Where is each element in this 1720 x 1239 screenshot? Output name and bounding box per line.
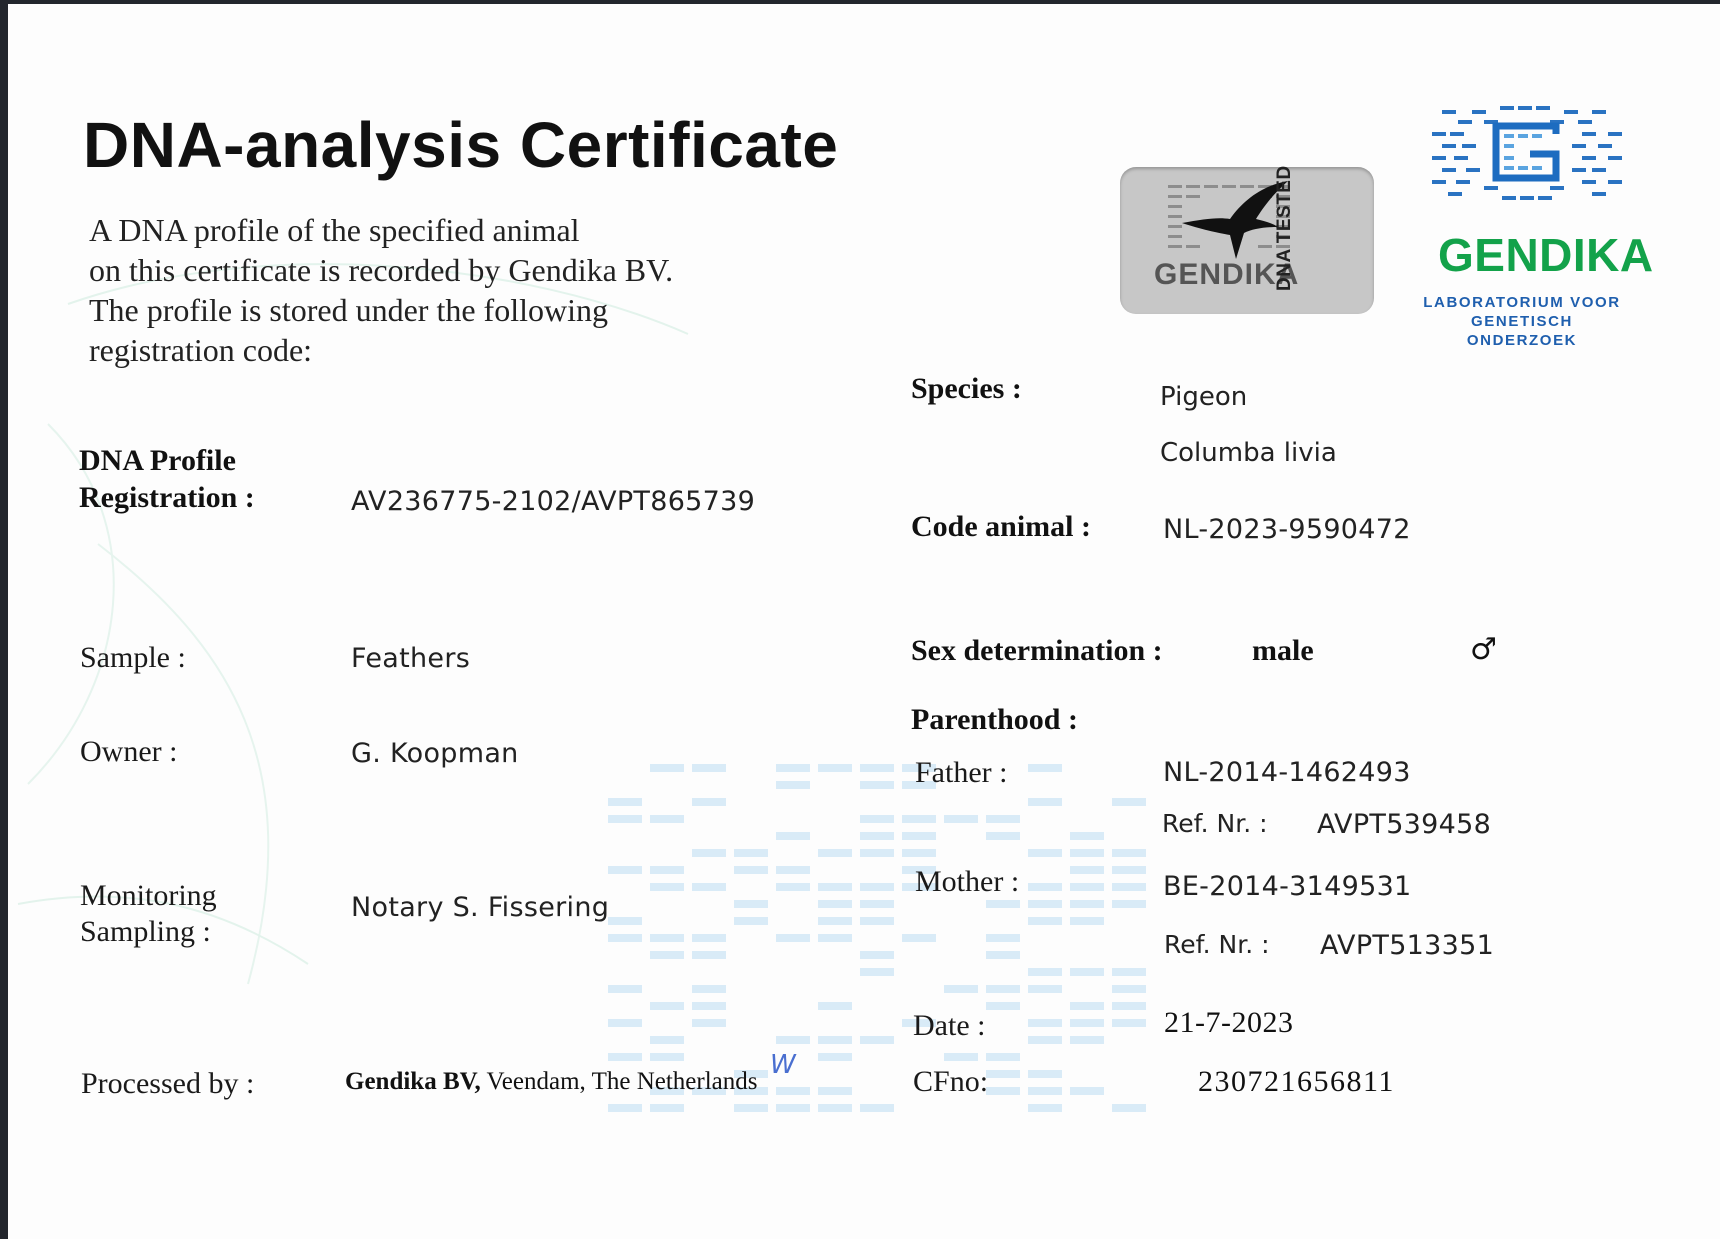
background-dash bbox=[1028, 1070, 1062, 1078]
background-dash bbox=[776, 883, 810, 891]
father-ref-value: AVPT539458 bbox=[1317, 809, 1492, 840]
background-dash bbox=[860, 1036, 894, 1044]
background-dash bbox=[860, 764, 894, 772]
background-dash bbox=[1112, 798, 1146, 806]
background-dash bbox=[860, 815, 894, 823]
logo-subtitle bbox=[1422, 293, 1622, 350]
background-dash bbox=[1070, 1087, 1104, 1095]
background-dash bbox=[692, 798, 726, 806]
background-dash bbox=[1070, 1019, 1104, 1027]
background-dash bbox=[818, 1002, 852, 1010]
background-dash bbox=[1028, 985, 1062, 993]
sex-determination-label: Sex determination : bbox=[911, 634, 1163, 667]
registration-value: AV236775-2102/AVPT865739 bbox=[351, 486, 756, 517]
code-animal-value: NL-2023-9590472 bbox=[1163, 514, 1411, 545]
background-dash bbox=[608, 917, 642, 925]
registration-label-line1: DNA Profile bbox=[79, 444, 236, 477]
background-dash bbox=[818, 849, 852, 857]
background-dash bbox=[860, 781, 894, 789]
background-dash bbox=[692, 764, 726, 772]
seal-tag: DNA TESTED bbox=[1274, 165, 1296, 291]
certificate-sheet bbox=[8, 4, 1720, 1239]
background-dash bbox=[692, 1019, 726, 1027]
background-dash bbox=[608, 866, 642, 874]
background-dash bbox=[902, 815, 936, 823]
background-dash bbox=[608, 985, 642, 993]
monitoring-value: Notary S. Fissering bbox=[351, 892, 610, 923]
background-dash bbox=[818, 764, 852, 772]
background-dash bbox=[1028, 798, 1062, 806]
background-dash bbox=[986, 900, 1020, 908]
background-dash bbox=[650, 951, 684, 959]
background-dash bbox=[1112, 968, 1146, 976]
background-dash bbox=[1028, 1019, 1062, 1027]
background-dash bbox=[860, 968, 894, 976]
background-dash bbox=[1070, 832, 1104, 840]
background-dash bbox=[902, 832, 936, 840]
background-dash bbox=[650, 934, 684, 942]
background-dash bbox=[1028, 1087, 1062, 1095]
background-dash bbox=[1028, 900, 1062, 908]
mother-label: Mother : bbox=[915, 865, 1020, 898]
background-dash bbox=[650, 866, 684, 874]
owner-label: Owner : bbox=[80, 735, 178, 768]
background-dash bbox=[650, 764, 684, 772]
background-dash bbox=[860, 917, 894, 925]
background-dash bbox=[986, 815, 1020, 823]
cfno-label: CFno: bbox=[913, 1065, 989, 1098]
background-dash bbox=[818, 934, 852, 942]
parenthood-label: Parenthood : bbox=[911, 703, 1078, 736]
background-dash bbox=[986, 951, 1020, 959]
background-dash bbox=[776, 781, 810, 789]
background-dash bbox=[1112, 900, 1146, 908]
monitoring-label-line1: Monitoring bbox=[80, 879, 217, 912]
background-dash bbox=[1028, 1104, 1062, 1112]
background-dash bbox=[734, 1104, 768, 1112]
sample-value: Feathers bbox=[351, 643, 471, 674]
background-dash bbox=[860, 849, 894, 857]
sample-label: Sample : bbox=[80, 641, 186, 674]
background-dash bbox=[650, 815, 684, 823]
logo-subtitle-line: LABORATORIUM VOOR bbox=[1423, 294, 1621, 311]
background-dash bbox=[1070, 917, 1104, 925]
father-label: Father : bbox=[915, 756, 1008, 789]
background-dash bbox=[650, 1053, 684, 1061]
background-dash bbox=[734, 900, 768, 908]
background-dash bbox=[650, 1104, 684, 1112]
background-dash bbox=[986, 1087, 1020, 1095]
background-dash bbox=[1028, 968, 1062, 976]
male-symbol-icon: ♂ bbox=[1470, 632, 1497, 667]
background-dash bbox=[1070, 849, 1104, 857]
background-dash bbox=[608, 1053, 642, 1061]
background-dash bbox=[1070, 1036, 1104, 1044]
background-dash bbox=[818, 1087, 852, 1095]
background-dash bbox=[986, 1002, 1020, 1010]
background-dash bbox=[944, 815, 978, 823]
registration-label-line2: Registration : bbox=[79, 481, 255, 514]
background-dash bbox=[608, 1019, 642, 1027]
background-dash bbox=[776, 764, 810, 772]
background-dash bbox=[860, 1104, 894, 1112]
background-dash bbox=[692, 1002, 726, 1010]
background-dash bbox=[902, 934, 936, 942]
background-dash bbox=[860, 900, 894, 908]
intro-line: registration code: bbox=[89, 332, 313, 368]
background-dash bbox=[818, 1104, 852, 1112]
background-dash bbox=[692, 934, 726, 942]
background-dash bbox=[1028, 1036, 1062, 1044]
background-dash bbox=[608, 1104, 642, 1112]
background-dash bbox=[986, 832, 1020, 840]
background-dash bbox=[860, 832, 894, 840]
background-dash bbox=[776, 832, 810, 840]
background-dash bbox=[986, 985, 1020, 993]
intro-text bbox=[89, 210, 809, 370]
background-dash bbox=[734, 917, 768, 925]
processed-location: Veendam, The Netherlands bbox=[480, 1068, 758, 1095]
father-ref-label: Ref. Nr. : bbox=[1162, 809, 1268, 838]
background-dash bbox=[944, 985, 978, 993]
background-dash bbox=[1112, 1002, 1146, 1010]
initial-mark: W bbox=[770, 1050, 796, 1080]
date-value: 21-7-2023 bbox=[1164, 1006, 1294, 1039]
background-dash bbox=[776, 934, 810, 942]
cfno-value: 230721656811 bbox=[1198, 1065, 1395, 1098]
background-dash bbox=[1028, 917, 1062, 925]
background-dash bbox=[1070, 1002, 1104, 1010]
monitoring-label-line2: Sampling : bbox=[80, 915, 211, 948]
background-dash bbox=[1028, 883, 1062, 891]
background-dash bbox=[860, 951, 894, 959]
owner-value: G. Koopman bbox=[351, 738, 519, 769]
background-dash bbox=[1070, 883, 1104, 891]
father-value: NL-2014-1462493 bbox=[1163, 757, 1411, 788]
species-label: Species : bbox=[911, 372, 1022, 405]
background-dash bbox=[818, 1036, 852, 1044]
date-label: Date : bbox=[913, 1009, 986, 1042]
sex-value: male bbox=[1252, 634, 1314, 667]
background-dash bbox=[1112, 1104, 1146, 1112]
background-dash bbox=[1112, 883, 1146, 891]
background-dash bbox=[860, 883, 894, 891]
intro-line: A DNA profile of the specified animal bbox=[89, 212, 580, 248]
background-dash bbox=[944, 1053, 978, 1061]
background-dash bbox=[986, 1070, 1020, 1078]
background-dash bbox=[1112, 1019, 1146, 1027]
background-dash bbox=[986, 934, 1020, 942]
processed-value bbox=[345, 1068, 758, 1096]
intro-line: The profile is stored under the following bbox=[89, 292, 608, 328]
background-dash bbox=[1070, 968, 1104, 976]
background-dash bbox=[608, 815, 642, 823]
background-dash bbox=[818, 917, 852, 925]
background-dash bbox=[692, 849, 726, 857]
mother-value: BE-2014-3149531 bbox=[1163, 871, 1412, 902]
background-dash bbox=[692, 883, 726, 891]
background-dash bbox=[734, 866, 768, 874]
background-dash bbox=[1070, 900, 1104, 908]
background-dash bbox=[650, 1036, 684, 1044]
background-dash bbox=[692, 985, 726, 993]
mother-ref-value: AVPT513351 bbox=[1320, 930, 1495, 961]
background-dash bbox=[776, 866, 810, 874]
dna-tested-seal bbox=[1120, 167, 1374, 314]
background-dash bbox=[1112, 866, 1146, 874]
logo-brand: GENDIKA bbox=[1438, 229, 1654, 281]
background-dash bbox=[1028, 849, 1062, 857]
species-latin: Columba livia bbox=[1160, 438, 1337, 468]
page-title: DNA-analysis Certificate bbox=[83, 109, 839, 181]
background-dash bbox=[608, 934, 642, 942]
background-dash bbox=[776, 1087, 810, 1095]
dna-g-logo-icon bbox=[1432, 104, 1628, 220]
background-dash bbox=[650, 883, 684, 891]
background-dash bbox=[1112, 985, 1146, 993]
background-dash bbox=[902, 849, 936, 857]
processed-label: Processed by : bbox=[81, 1067, 255, 1100]
species-common: Pigeon bbox=[1160, 382, 1248, 412]
background-dash bbox=[818, 883, 852, 891]
processed-company: Gendika BV, bbox=[345, 1068, 481, 1095]
background-dash bbox=[1028, 764, 1062, 772]
code-animal-label: Code animal : bbox=[911, 510, 1091, 543]
background-dash bbox=[818, 1053, 852, 1061]
background-dash bbox=[734, 849, 768, 857]
mother-ref-label: Ref. Nr. : bbox=[1164, 930, 1270, 959]
background-dash bbox=[986, 1053, 1020, 1061]
background-dash bbox=[692, 951, 726, 959]
background-dash bbox=[776, 1104, 810, 1112]
seal-brand: GENDIKA bbox=[1154, 258, 1300, 291]
intro-line: on this certificate is recorded by Gendika BV. bbox=[89, 252, 674, 288]
background-dash bbox=[650, 1002, 684, 1010]
logo-subtitle-line: GENETISCH ONDERZOEK bbox=[1466, 313, 1578, 349]
background-dash bbox=[1070, 866, 1104, 874]
background-dash bbox=[1112, 849, 1146, 857]
background-dash bbox=[608, 798, 642, 806]
background-dash bbox=[818, 900, 852, 908]
background-dash bbox=[776, 1036, 810, 1044]
